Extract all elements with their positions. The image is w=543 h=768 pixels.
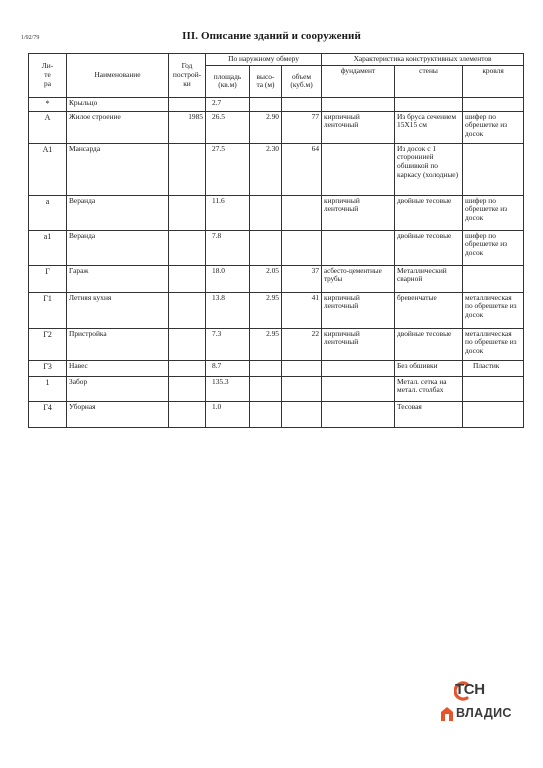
row-year [169, 292, 206, 328]
row-volume [282, 195, 322, 230]
row-year [169, 195, 206, 230]
row-height: 2.95 [250, 328, 282, 360]
row-height [250, 97, 282, 111]
row-height [250, 195, 282, 230]
row-year [169, 230, 206, 265]
logo-bottom-row [438, 704, 528, 724]
row-walls: бревенчатые [395, 292, 463, 328]
row-area: 2.7 [206, 97, 250, 111]
row-year [169, 97, 206, 111]
row-roof: металлическая по обрешетке из досок [463, 292, 524, 328]
row-area: 7.8 [206, 230, 250, 265]
row-name: Пристройка [67, 328, 169, 360]
row-roof [463, 97, 524, 111]
tsn-vladis-logo [438, 681, 528, 725]
header-outer-measure: По наружному обмеру [206, 54, 322, 66]
row-foundation: кирпичный ленточный [322, 328, 395, 360]
row-year [169, 360, 206, 376]
table-row [29, 376, 524, 401]
row-litera: Г [29, 265, 67, 292]
table-row [29, 328, 524, 360]
row-walls: Из досок с 1 стороннией обшивкой по каркасу (холодные) [395, 143, 463, 195]
row-foundation [322, 401, 395, 427]
table-row [29, 292, 524, 328]
row-roof [463, 376, 524, 401]
header-roof: кровля [463, 65, 524, 97]
table-row [29, 360, 524, 376]
header-volume: объем (куб.м) [282, 65, 322, 97]
logo-line-1: ТСН [455, 681, 485, 698]
row-volume: 37 [282, 265, 322, 292]
row-volume [282, 97, 322, 111]
row-year: 1985 [169, 111, 206, 143]
row-height: 2.95 [250, 292, 282, 328]
row-litera: Г1 [29, 292, 67, 328]
header-year: Год построй- ки [169, 54, 206, 98]
row-litera: а1 [29, 230, 67, 265]
row-roof [463, 401, 524, 427]
header-litera: Ли- те ра [29, 54, 67, 98]
row-roof: металлическая по обрешетке из досок [463, 328, 524, 360]
row-litera: А1 [29, 143, 67, 195]
row-walls: двойные тесовые [395, 195, 463, 230]
row-year [169, 376, 206, 401]
row-foundation [322, 143, 395, 195]
logo-line-2: ВЛАДИС [456, 706, 512, 720]
row-foundation: кирпичный ленточный [322, 195, 395, 230]
table-row [29, 401, 524, 427]
row-height [250, 376, 282, 401]
row-volume [282, 376, 322, 401]
row-area: 18.0 [206, 265, 250, 292]
header-constructive: Характеристика конструктивных элементов [322, 54, 524, 66]
row-litera: 1 [29, 376, 67, 401]
row-area: 7.3 [206, 328, 250, 360]
row-roof: шифер по обрешетке из досок [463, 111, 524, 143]
row-volume: 41 [282, 292, 322, 328]
row-foundation: асбесто-цементные трубы [322, 265, 395, 292]
buildings-table [28, 53, 524, 428]
document-number: 1/92/79 [21, 35, 40, 41]
row-area: 13.8 [206, 292, 250, 328]
row-roof [463, 265, 524, 292]
row-foundation [322, 360, 395, 376]
row-area: 135.3 [206, 376, 250, 401]
row-volume [282, 401, 322, 427]
row-walls: Метал. сетка на метал. столбах [395, 376, 463, 401]
row-name: Летняя кухня [67, 292, 169, 328]
row-litera: Г2 [29, 328, 67, 360]
row-litera: Г4 [29, 401, 67, 427]
table-row [29, 195, 524, 230]
row-year [169, 328, 206, 360]
row-height [250, 230, 282, 265]
row-litera: Г3 [29, 360, 67, 376]
row-volume [282, 230, 322, 265]
row-height: 2.30 [250, 143, 282, 195]
row-walls: Без обшивки [395, 360, 463, 376]
header-area: площадь (кв.м) [206, 65, 250, 97]
row-walls: Из бруса сечением 15Х15 см [395, 111, 463, 143]
row-area: 26.5 [206, 111, 250, 143]
house-icon [440, 706, 454, 722]
row-year [169, 265, 206, 292]
table-row [29, 265, 524, 292]
header-name: Наименование [67, 54, 169, 98]
row-walls: двойные тесовые [395, 230, 463, 265]
row-name: Веранда [67, 230, 169, 265]
row-foundation [322, 376, 395, 401]
row-height: 2.05 [250, 265, 282, 292]
row-foundation [322, 230, 395, 265]
row-foundation: кирпичный ленточный [322, 111, 395, 143]
row-year [169, 143, 206, 195]
row-height [250, 360, 282, 376]
row-roof: Пластик [463, 360, 524, 376]
row-roof [463, 143, 524, 195]
row-year [169, 401, 206, 427]
row-height [250, 401, 282, 427]
row-name: Гараж [67, 265, 169, 292]
row-walls: Тесовая [395, 401, 463, 427]
header-walls: стены [395, 65, 463, 97]
row-walls [395, 97, 463, 111]
row-foundation: кирпичный ленточный [322, 292, 395, 328]
row-litera: А [29, 111, 67, 143]
row-area: 1.0 [206, 401, 250, 427]
row-walls: двойные тесовые [395, 328, 463, 360]
row-volume: 77 [282, 111, 322, 143]
row-name: Забор [67, 376, 169, 401]
table-row [29, 143, 524, 195]
row-area: 27.5 [206, 143, 250, 195]
row-roof: шифер по обрешетке из досок [463, 195, 524, 230]
header-foundation: фундамент [322, 65, 395, 97]
row-walls: Металлический сварной [395, 265, 463, 292]
row-height: 2.90 [250, 111, 282, 143]
page-title: III. Описание зданий и сооружений [182, 30, 361, 42]
row-litera: а [29, 195, 67, 230]
row-volume [282, 360, 322, 376]
row-roof: шифер по обрешетке из досок [463, 230, 524, 265]
row-name: Уборная [67, 401, 169, 427]
row-volume: 22 [282, 328, 322, 360]
row-name: Жилое строение [67, 111, 169, 143]
row-name: Веранда [67, 195, 169, 230]
row-name: Навес [67, 360, 169, 376]
table-row [29, 97, 524, 111]
row-foundation [322, 97, 395, 111]
row-volume: 64 [282, 143, 322, 195]
row-area: 11.6 [206, 195, 250, 230]
header-height: высо- та (м) [250, 65, 282, 97]
row-litera: * [29, 97, 67, 111]
row-name: Крыльцо [67, 97, 169, 111]
table-row [29, 230, 524, 265]
row-area: 8.7 [206, 360, 250, 376]
row-name: Мансарда [67, 143, 169, 195]
table-row [29, 111, 524, 143]
